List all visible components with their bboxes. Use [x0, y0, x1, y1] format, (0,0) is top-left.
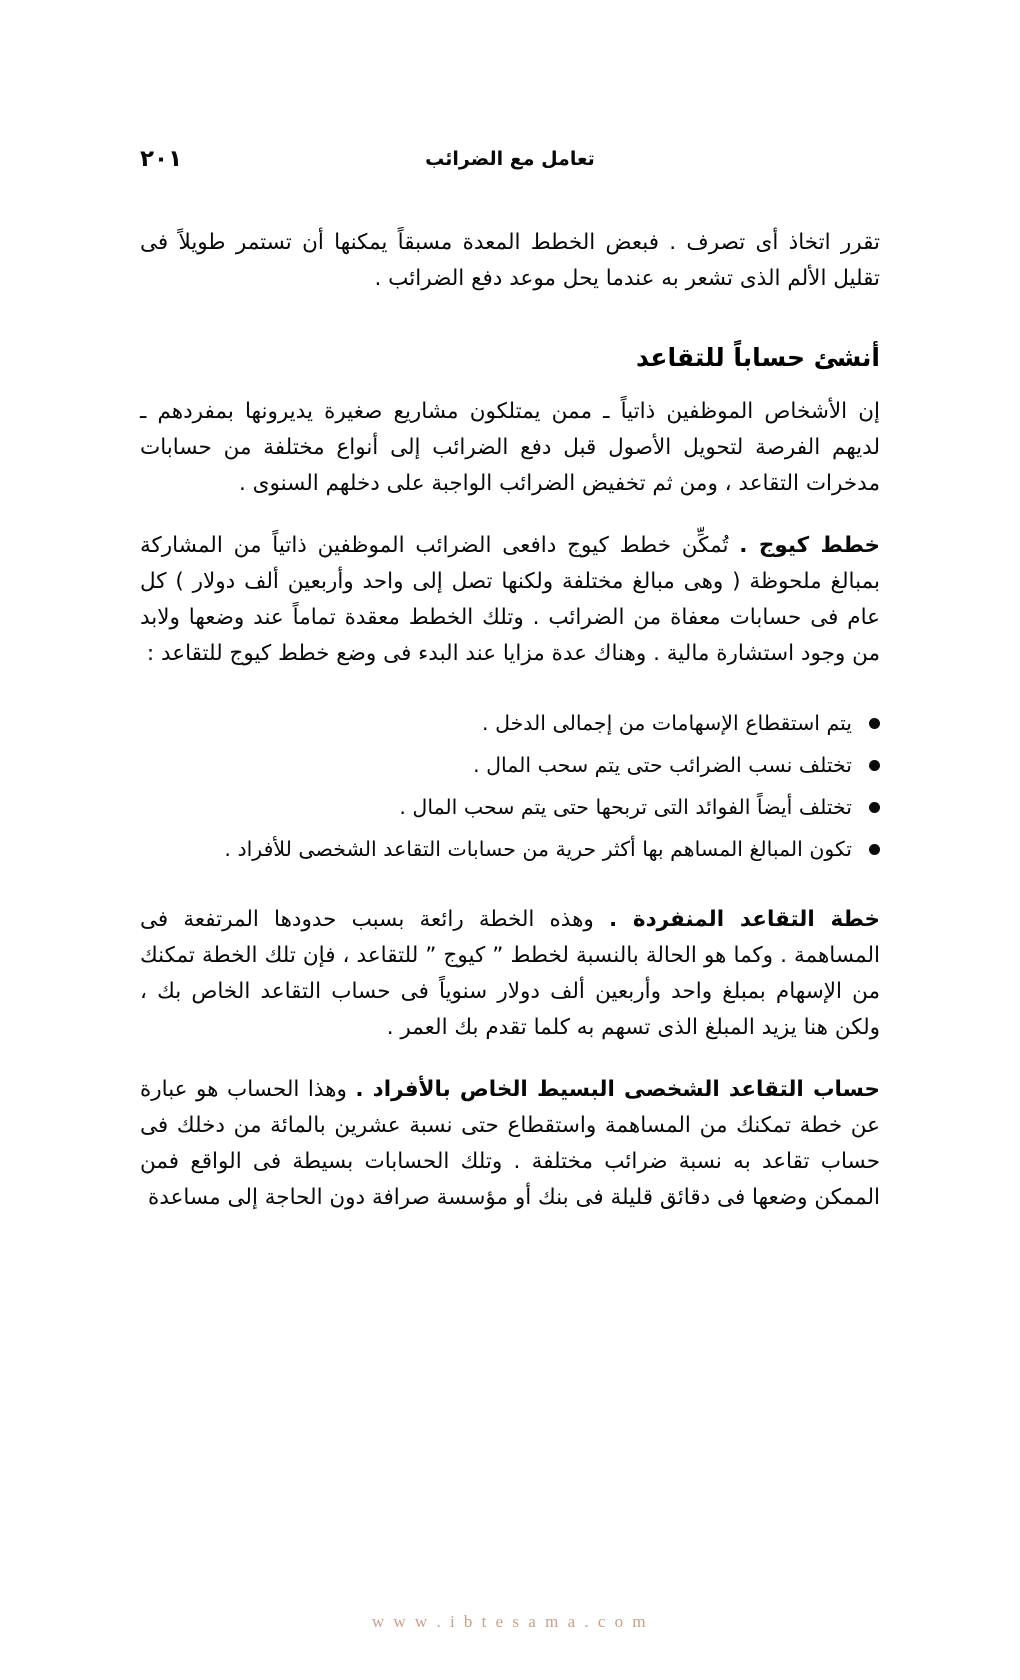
page-content — [140, 225, 880, 1216]
bullet-dot-icon — [869, 802, 880, 813]
list-item — [140, 790, 880, 824]
list-item-label: تختلف نسب الضرائب حتى يتم سحب المال . — [473, 753, 852, 777]
paragraph-continuation: تقرر اتخاذ أى تصرف . فبعض الخطط المعدة مسبقاً يمكنها أن تستمر طويلاً فى تقليل الألم الذى تشعر به عندما يحل موعد دفع الضرائب . — [140, 230, 880, 291]
running-header — [140, 148, 880, 182]
bullet-dot-icon — [869, 718, 880, 729]
paragraph-self-employed: إن الأشخاص الموظفين ذاتياً ـ ممن يمتلكون مشاريع صغيرة يديرونها بمفردهم ـ لديهم الفرصة لتحويل الأصول قبل دفع الضرائب إلى أنواع مختلفة من حسابات مدخرات التقاعد ، ومن ثم تخفيض الضرائب الواجبة على دخلهم السنوى . — [140, 399, 880, 496]
benefits-bullet-list — [140, 706, 880, 866]
page-title: أنشئ حساباً للتقاعد — [635, 343, 880, 372]
list-item-label: يتم استقطاع الإسهامات من إجمالى الدخل . — [482, 711, 852, 735]
list-item — [140, 706, 880, 740]
paragraph-solo-plan-text: وهذه الخطة رائعة بسبب حدودها المرتفعة فى المساهمة . وكما هو الحالة بالنسبة لخطط ” كيوج ” للتقاعد ، فإن تلك الخطة تمكنك من الإسهام بمبلغ واحد وأربعين ألف دولار سنوياً فى حساب التقاعد الخاص بك ، ولكن هنا يزيد المبلغ الذى تسهم به كلما تقدم بك العمر . — [140, 907, 880, 1040]
bullet-dot-icon — [869, 760, 880, 771]
list-item-label: تختلف أيضاً الفوائد التى تربحها حتى يتم سحب المال . — [399, 795, 852, 819]
lead-in-simple-ira: حساب التقاعد الشخصى البسيط الخاص بالأفراد . — [355, 1077, 880, 1102]
lead-in-solo-plan: خطة التقاعد المنفردة . — [608, 907, 880, 932]
list-item — [140, 748, 880, 782]
paragraph-simple-ira-text: وهذا الحساب هو عبارة عن خطة تمكنك من المساهمة واستقطاع حتى نسبة عشرين بالمائة من دخلك فى حساب تقاعد به نسبة ضرائب مختلفة . وتلك الحسابات بسيطة فى الواقع فمن الممكن وضعها فى دقائق قليلة فى بنك أو مؤسسة صرافة دون الحاجة إلى مساعدة — [140, 1077, 880, 1210]
paragraph-keogh-text: تُمكِّن خطط كيوج دافعى الضرائب الموظفين ذاتياً من المشاركة بمبالغ ملحوظة ( وهى مبالغ مختلفة ولكنها تصل إلى واحد وأربعين ألف دولار ) كل عام فى حسابات معفاة من الضرائب . وتلك الخطط معقدة تماماً عند وضعها ولابد من وجود استشارة مالية . وهناك عدة مزايا عند البدء فى وضع خطط كيوج للتقاعد : — [140, 533, 880, 666]
header-book-title: تعامل مع الضرائب — [425, 148, 595, 170]
page-number: ٢٠١ — [140, 146, 183, 172]
watermark: w w w . i b t e s a m a . c o m — [371, 1612, 649, 1631]
list-item-label: تكون المبالغ المساهم بها أكثر حرية من حسابات التقاعد الشخصى للأفراد . — [224, 837, 852, 861]
bullet-dot-icon — [869, 844, 880, 855]
lead-in-keogh: خطط كيوج . — [739, 533, 880, 558]
paragraph-solo-retirement-plan — [140, 902, 880, 1046]
paragraph-keogh-plans — [140, 528, 880, 672]
spacer — [140, 874, 880, 902]
list-item — [140, 832, 880, 866]
paragraph-simple-ira — [140, 1072, 880, 1216]
